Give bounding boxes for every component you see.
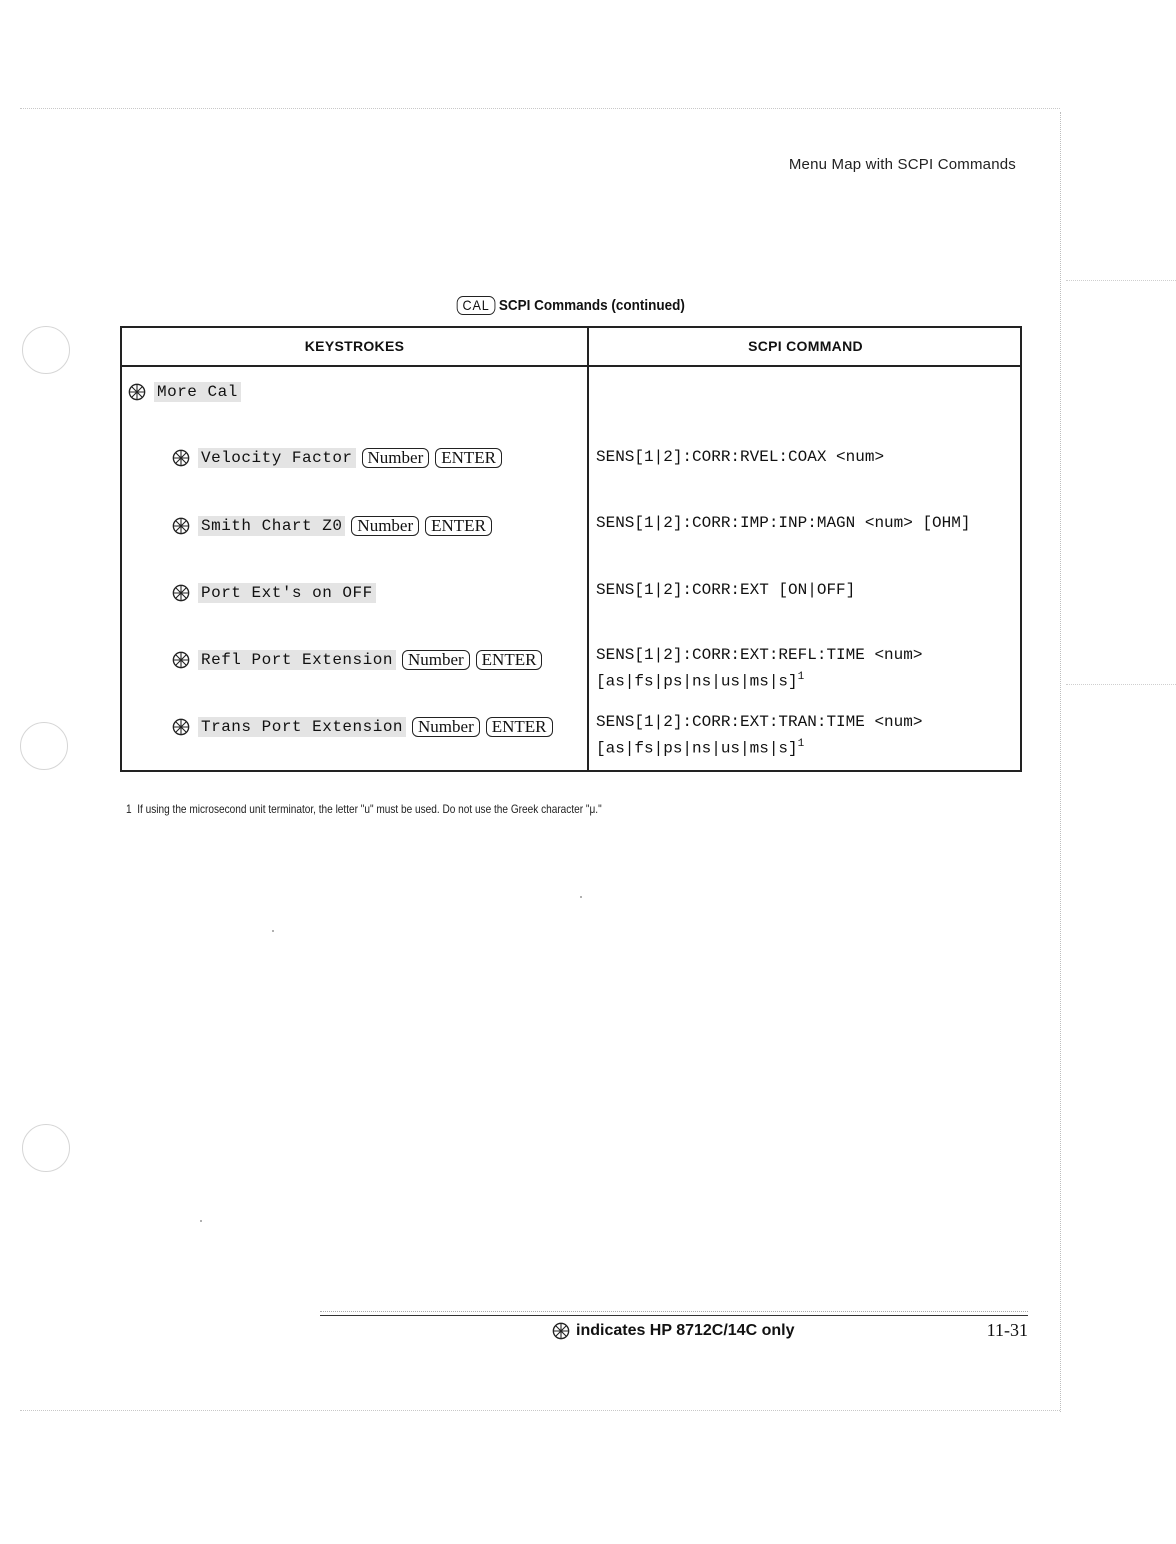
scpi-command-cell [596,711,1016,759]
hp-8712c-14c-icon [172,718,190,736]
running-header: Menu Map with SCPI Commands [788,156,1016,173]
softkey-more-cal: More Cal [154,382,241,402]
enter-key: ENTER [435,448,502,468]
footer-legend-text: indicates HP 8712C/14C only [576,1322,795,1339]
scan-speck [580,896,582,898]
scpi-command-table [120,326,1022,772]
keystroke-cell [128,382,247,402]
keystroke-cell [172,516,498,536]
footer-legend [552,1322,794,1340]
cal-key-label: CAL [457,296,495,315]
scpi-command-cell [596,512,1016,534]
footnote-text: If using the microsecond unit terminator, the letter "u" must be used. Do not use the Greek character "μ." [137,802,602,816]
number-key: Number [412,717,480,737]
column-header-keystrokes: KEYSTROKES [304,338,405,354]
scpi-command-text: SENS[1|2]:CORR:EXT:TRAN:TIME <num> [596,713,923,731]
footnote-ref: 1 [797,738,805,750]
column-header-scpi-command: SCPI COMMAND [748,338,863,354]
scan-speck [272,930,274,932]
scan-tick [1066,684,1176,685]
hp-8712c-14c-icon [172,517,190,535]
softkey-smith-chart-z0: Smith Chart Z0 [198,516,345,536]
page-number: 11-31 [986,1320,1028,1340]
number-key: Number [351,516,419,536]
scan-edge-bottom [20,1410,1060,1411]
scpi-unit-options: $[as|fs|ps|ns|us|ms|s]^1$ [596,671,805,691]
hp-8712c-14c-icon [172,449,190,467]
scan-edge-top [20,108,1060,109]
footer-rule-dotted [320,1311,1028,1312]
footer-rule [320,1315,1028,1316]
scpi-command-text: SENS[1|2]:CORR:IMP:INP:MAGN <num> [OHM] [596,514,971,532]
scpi-command-text: SENS[1|2]:CORR:EXT:REFL:TIME <num> [596,646,923,664]
scpi-command-cell [596,579,1016,601]
enter-key: ENTER [476,650,543,670]
scpi-command-text: SENS[1|2]:CORR:RVEL:COAX <num> [596,448,885,466]
keystroke-cell [172,448,508,468]
binder-hole [22,326,70,374]
scan-tick [1066,280,1176,281]
scpi-command-cell [596,446,1016,468]
scpi-command-text: SENS[1|2]:CORR:EXT [ON|OFF] [596,581,856,599]
softkey-trans-port-extension: Trans Port Extension [198,717,406,737]
number-key: Number [402,650,470,670]
hp-8712c-14c-icon [172,584,190,602]
keystroke-cell [172,650,548,670]
scan-speck [200,1220,202,1222]
footnote-marker: 1 [126,802,132,816]
number-key: Number [362,448,430,468]
scpi-unit-options: $[as|fs|ps|ns|us|ms|s]^1$ [596,738,805,758]
enter-key: ENTER [486,717,553,737]
binder-hole [20,722,68,770]
softkey-port-ext-on-off: Port Ext's on OFF [198,583,376,603]
binder-hole [22,1124,70,1172]
hp-8712c-14c-icon [172,651,190,669]
hp-8712c-14c-icon [128,383,146,401]
scan-edge-right [1060,112,1061,1412]
softkey-velocity-factor: Velocity Factor [198,448,356,468]
hp-8712c-14c-icon [552,1322,570,1340]
footnote [126,802,798,816]
keystroke-cell [172,583,382,603]
enter-key: ENTER [425,516,492,536]
softkey-refl-port-extension: Refl Port Extension [198,650,396,670]
header-rule [122,365,1020,367]
table-title [165,296,977,315]
column-divider [587,328,589,770]
table-title-text: SCPI Commands (continued) [498,297,685,314]
footnote-ref: 1 [797,671,805,683]
keystroke-cell [172,717,559,737]
scpi-command-cell [596,644,1016,692]
